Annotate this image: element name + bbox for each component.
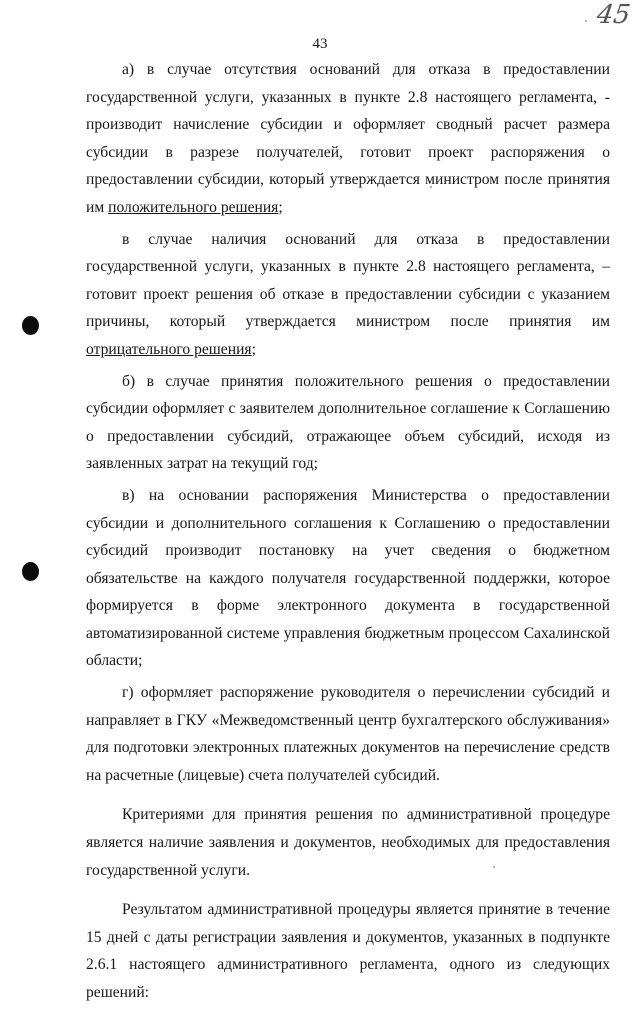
underlined-phrase: отрицательного решения — [86, 340, 252, 358]
punch-hole — [22, 316, 39, 335]
paragraph-a-refusal — [86, 226, 610, 364]
punch-hole — [22, 562, 39, 581]
paragraph-criteria: Критериями для принятия решения по административной процедуре является наличие заявления и документов, необходимых для предоставления государственной услуги. — [86, 806, 610, 879]
underlined-phrase: положительного решения — [108, 198, 279, 216]
handwritten-page-number: 45 — [594, 0, 633, 30]
paragraph-result: Результатом административной процедуры является принятие в течение 15 дней с даты регистрации заявления и документов, указанных в подпункте 2.6.1 настоящего административного регламента, одного из следующих решений: — [86, 901, 610, 1001]
paragraph-a — [86, 56, 610, 222]
paragraph-c: в) на основании распоряжения Министерства о предоставлении субсидии и дополнительного соглашения к Соглашению о предоставлении субсидий производит постановку на учет сведения о бюджетном обязательстве на каждого получателя государственной поддержки, которое формируется в форме электронного документа в государственной автоматизированной системе управления бюджетным процессом Сахалинской области; — [86, 486, 610, 670]
paragraph-tail: ; — [278, 198, 283, 216]
page-number: 43 — [312, 36, 328, 52]
paragraph-text: а) в случае отсутствия оснований для отказа в предоставлении государственной услуги, указанных в пункте 2.8 настоящего регламента, - производит начисление субсидии и оформляет сводный расчет размера субсидии в разрезе получателей, готовит проект распоряжения о предоставлении субсидии, который утверждается министром после принятия им — [86, 61, 610, 216]
document-body — [86, 56, 610, 1011]
paragraph-d: г) оформляет распоряжение руководителя о перечислении субсидий и направляет в ГКУ «Межведомственный центр бухгалтерского обслуживания» для подготовки электронных платежных документов на перечисление средств на расчетные (лицевые) счета получателей субсидий. — [86, 684, 610, 784]
paragraph-text: в случае наличия оснований для отказа в предоставлении государственной услуги, указанных в пункте 2.8 настоящего регламента, – готовит проект решения об отказе в предоставлении субсидии с указанием причины, который утверждается министром после принятия им — [86, 230, 610, 331]
paragraph-tail: ; — [251, 340, 256, 358]
paragraph-b: б) в случае принятия положительного решения о предоставлении субсидии оформляет с заявителем дополнительное соглашение к Соглашению о предоставлении субсидий, отражающее объем субсидий, исходя из заявленных затрат на текущий год; — [86, 372, 610, 473]
scan-speck — [585, 20, 587, 22]
